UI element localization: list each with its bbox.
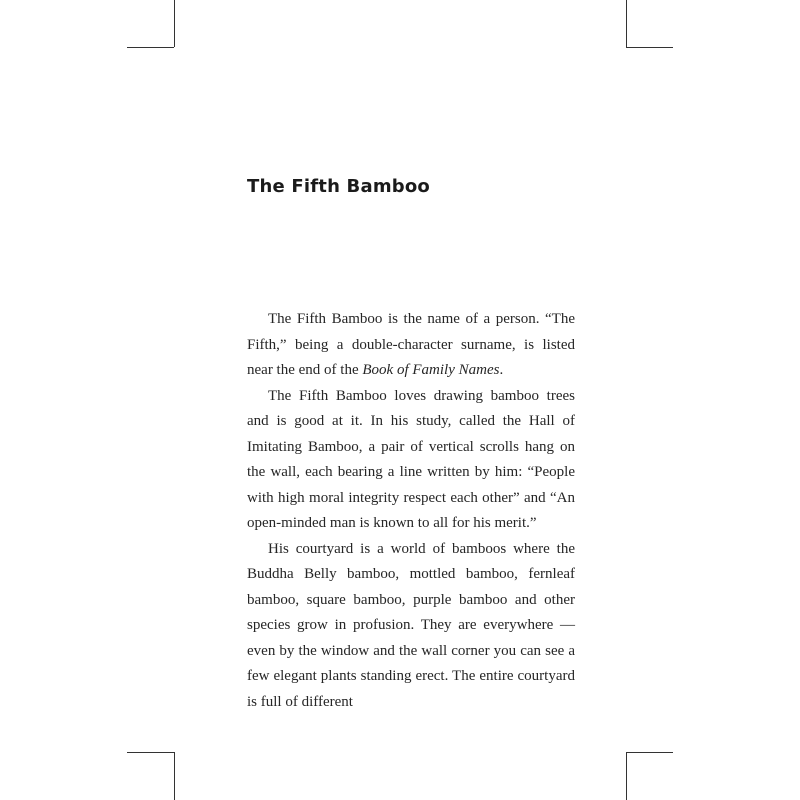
paragraph-3: His courtyard is a world of bamboos where the Buddha Belly bamboo, mottled bamboo, fernleaf bamboo, square bamboo, purple bamboo and other species grow in profusion. They are everywhere — even by the window and the wall corner you can see a few elegant plants standing erect. The entire courtyard is full of different [247,540,575,710]
chapter-title: The Fifth Bamboo [247,176,430,197]
paragraph-1-text-after: . [499,362,504,378]
book-title-italic: Book of Family Names [362,362,500,378]
crop-mark-top-left-vertical [174,0,175,47]
crop-mark-bottom-right-vertical [626,752,627,800]
crop-mark-top-right-vertical [626,0,627,47]
paragraph-1-text-before: The Fifth Bamboo is the name of a person. “The Fifth,” being a double-character surname, is listed near the end of the [247,311,575,378]
paragraph-2: The Fifth Bamboo loves drawing bamboo trees and is good at it. In his study, called the Hall of Imitating Bamboo, a pair of vertical scrolls hang on the wall, each bearing a line written by him: “People with high moral integrity respect each other” and “An open-minded man is known to all for his merit.” [247,387,575,531]
body-text [247,307,575,715]
crop-mark-top-right-horizontal [626,47,673,48]
crop-mark-bottom-right-horizontal [626,752,673,753]
crop-mark-bottom-left-horizontal [127,752,174,753]
paragraph-1 [247,307,575,384]
crop-mark-top-left-horizontal [127,47,174,48]
crop-mark-bottom-left-vertical [174,752,175,800]
